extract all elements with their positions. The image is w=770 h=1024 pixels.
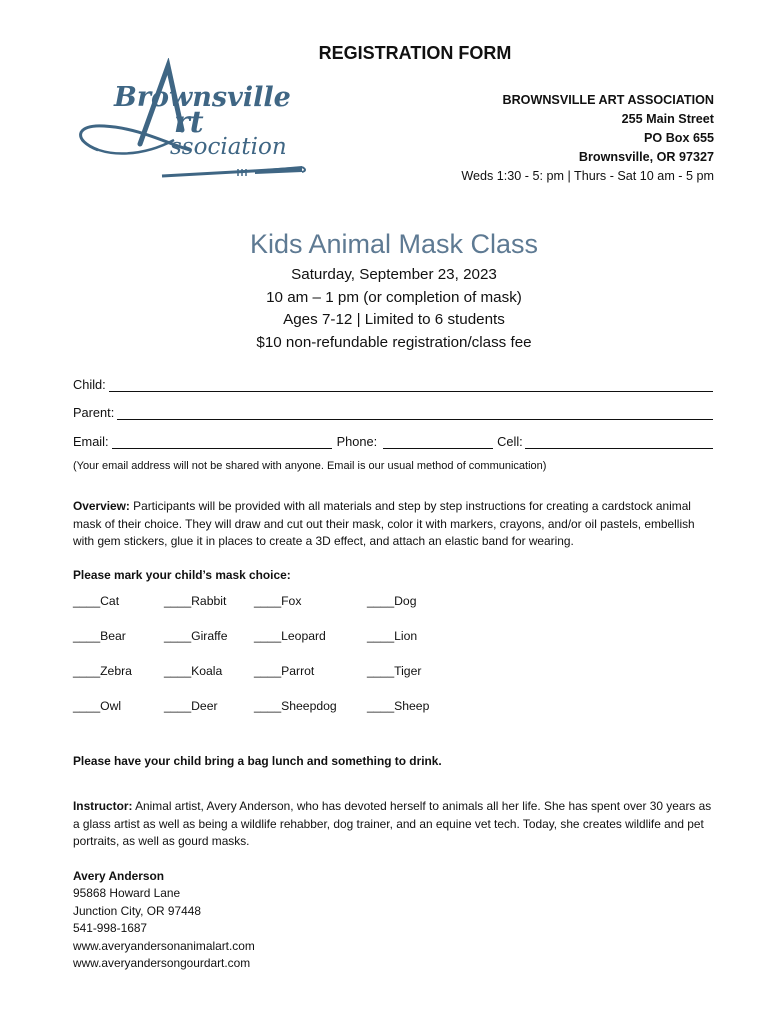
lunch-note: Please have your child bring a bag lunch and something to drink. — [73, 754, 442, 768]
email-label: Email: — [73, 434, 109, 449]
cell-input[interactable] — [525, 434, 713, 449]
email-input[interactable] — [112, 434, 332, 449]
contact-city: Junction City, OR 97448 — [73, 903, 201, 918]
mask-option-sheepdog[interactable]: ____Sheepdog — [254, 699, 337, 713]
brownsville-art-association-logo — [70, 58, 310, 188]
mask-option-lion[interactable]: ____Lion — [367, 629, 418, 643]
org-city-state: Brownsville, OR 97327 — [578, 150, 714, 164]
instructor-paragraph — [73, 798, 718, 851]
mask-option-cat[interactable]: ____Cat — [73, 594, 120, 608]
contact-phone: 541-998-1687 — [73, 921, 148, 936]
mask-option-parrot[interactable]: ____Parrot — [254, 664, 315, 678]
phone-label: Phone: — [336, 434, 378, 449]
contact-field-row — [73, 431, 713, 449]
instructor-label: Instructor: — [73, 799, 133, 813]
mask-option-owl[interactable]: ____Owl — [73, 699, 122, 713]
mask-option-deer[interactable]: ____Deer — [164, 699, 218, 713]
phone-input[interactable] — [383, 434, 493, 449]
mask-option-tiger[interactable]: ____Tiger — [367, 664, 422, 678]
mask-option-bear[interactable]: ____Bear — [73, 629, 126, 643]
mask-option-rabbit[interactable]: ____Rabbit — [164, 594, 227, 608]
class-info — [0, 264, 770, 354]
contact-street: 95868 Howard Lane — [73, 886, 181, 901]
parent-field-row — [73, 402, 713, 420]
class-fee: $10 non-refundable registration/class fee — [256, 333, 532, 351]
parent-input[interactable] — [117, 405, 713, 420]
mask-option-sheep[interactable]: ____Sheep — [367, 699, 430, 713]
mask-option-fox[interactable]: ____Fox — [254, 594, 302, 608]
mask-option-zebra[interactable]: ____Zebra — [73, 664, 132, 678]
class-ages: Ages 7-12 | Limited to 6 students — [283, 311, 505, 328]
mask-choice-heading: Please mark your child’s mask choice: — [73, 568, 291, 582]
class-date: Saturday, September 23, 2023 — [291, 266, 497, 283]
parent-label: Parent: — [73, 405, 115, 420]
mask-option-koala[interactable]: ____Koala — [164, 664, 223, 678]
overview-label: Overview: — [73, 499, 130, 513]
org-hours: Weds 1:30 - 5: pm | Thurs - Sat 10 am - 5 pm — [461, 169, 714, 183]
child-input[interactable] — [109, 377, 713, 392]
org-name: BROWNSVILLE ART ASSOCIATION — [502, 93, 714, 107]
contact-website-1[interactable]: www.averyandersonanimalart.com — [73, 938, 255, 953]
contact-website-2[interactable]: www.averyandersongourdart.com — [73, 956, 251, 971]
paintbrush-icon — [162, 166, 305, 176]
form-title: REGISTRATION FORM — [318, 43, 512, 63]
child-field-row — [73, 374, 713, 392]
org-po-box: PO Box 655 — [644, 131, 714, 145]
instructor-text: Animal artist, Avery Anderson, who has devoted herself to animals all her life. She has spent over 30 years as a glass artist as well as being a wildlife rehabber, dog trainer, and an equine vet tech. Today, she creates wildlife and pet portraits, as well as gourd masks. — [73, 799, 712, 848]
mask-option-giraffe[interactable]: ____Giraffe — [164, 629, 228, 643]
mask-choice-grid — [73, 594, 493, 734]
class-time: 10 am – 1 pm (or completion of mask) — [266, 288, 522, 306]
child-label: Child: — [73, 377, 106, 392]
svg-text:ssociation: ssociation — [170, 134, 287, 160]
email-note: (Your email address will not be shared with anyone. Email is our usual method of communication) — [73, 460, 547, 472]
svg-text:Brownsville: Brownsville — [114, 82, 291, 113]
instructor-contact — [73, 868, 255, 972]
overview-paragraph — [73, 498, 718, 551]
mask-option-dog[interactable]: ____Dog — [367, 594, 417, 608]
contact-name: Avery Anderson — [73, 869, 164, 883]
org-street: 255 Main Street — [621, 112, 714, 126]
flourish-underline — [82, 140, 174, 154]
organization-address — [461, 91, 714, 186]
class-title: Kids Animal Mask Class — [249, 229, 539, 259]
svg-text:rt: rt — [174, 105, 204, 140]
cell-label: Cell: — [497, 434, 523, 449]
mask-option-leopard[interactable]: ____Leopard — [254, 629, 326, 643]
overview-text: Participants will be provided with all materials and step by step instructions for creating a cardstock animal mask of their choice. They will draw and cut out their mask, color it with markers, crayons, and/or oil pastels, embellish with gem stickers, glue it in places to create a 3D effect, and attach an elastic band for wearing. — [73, 499, 695, 548]
